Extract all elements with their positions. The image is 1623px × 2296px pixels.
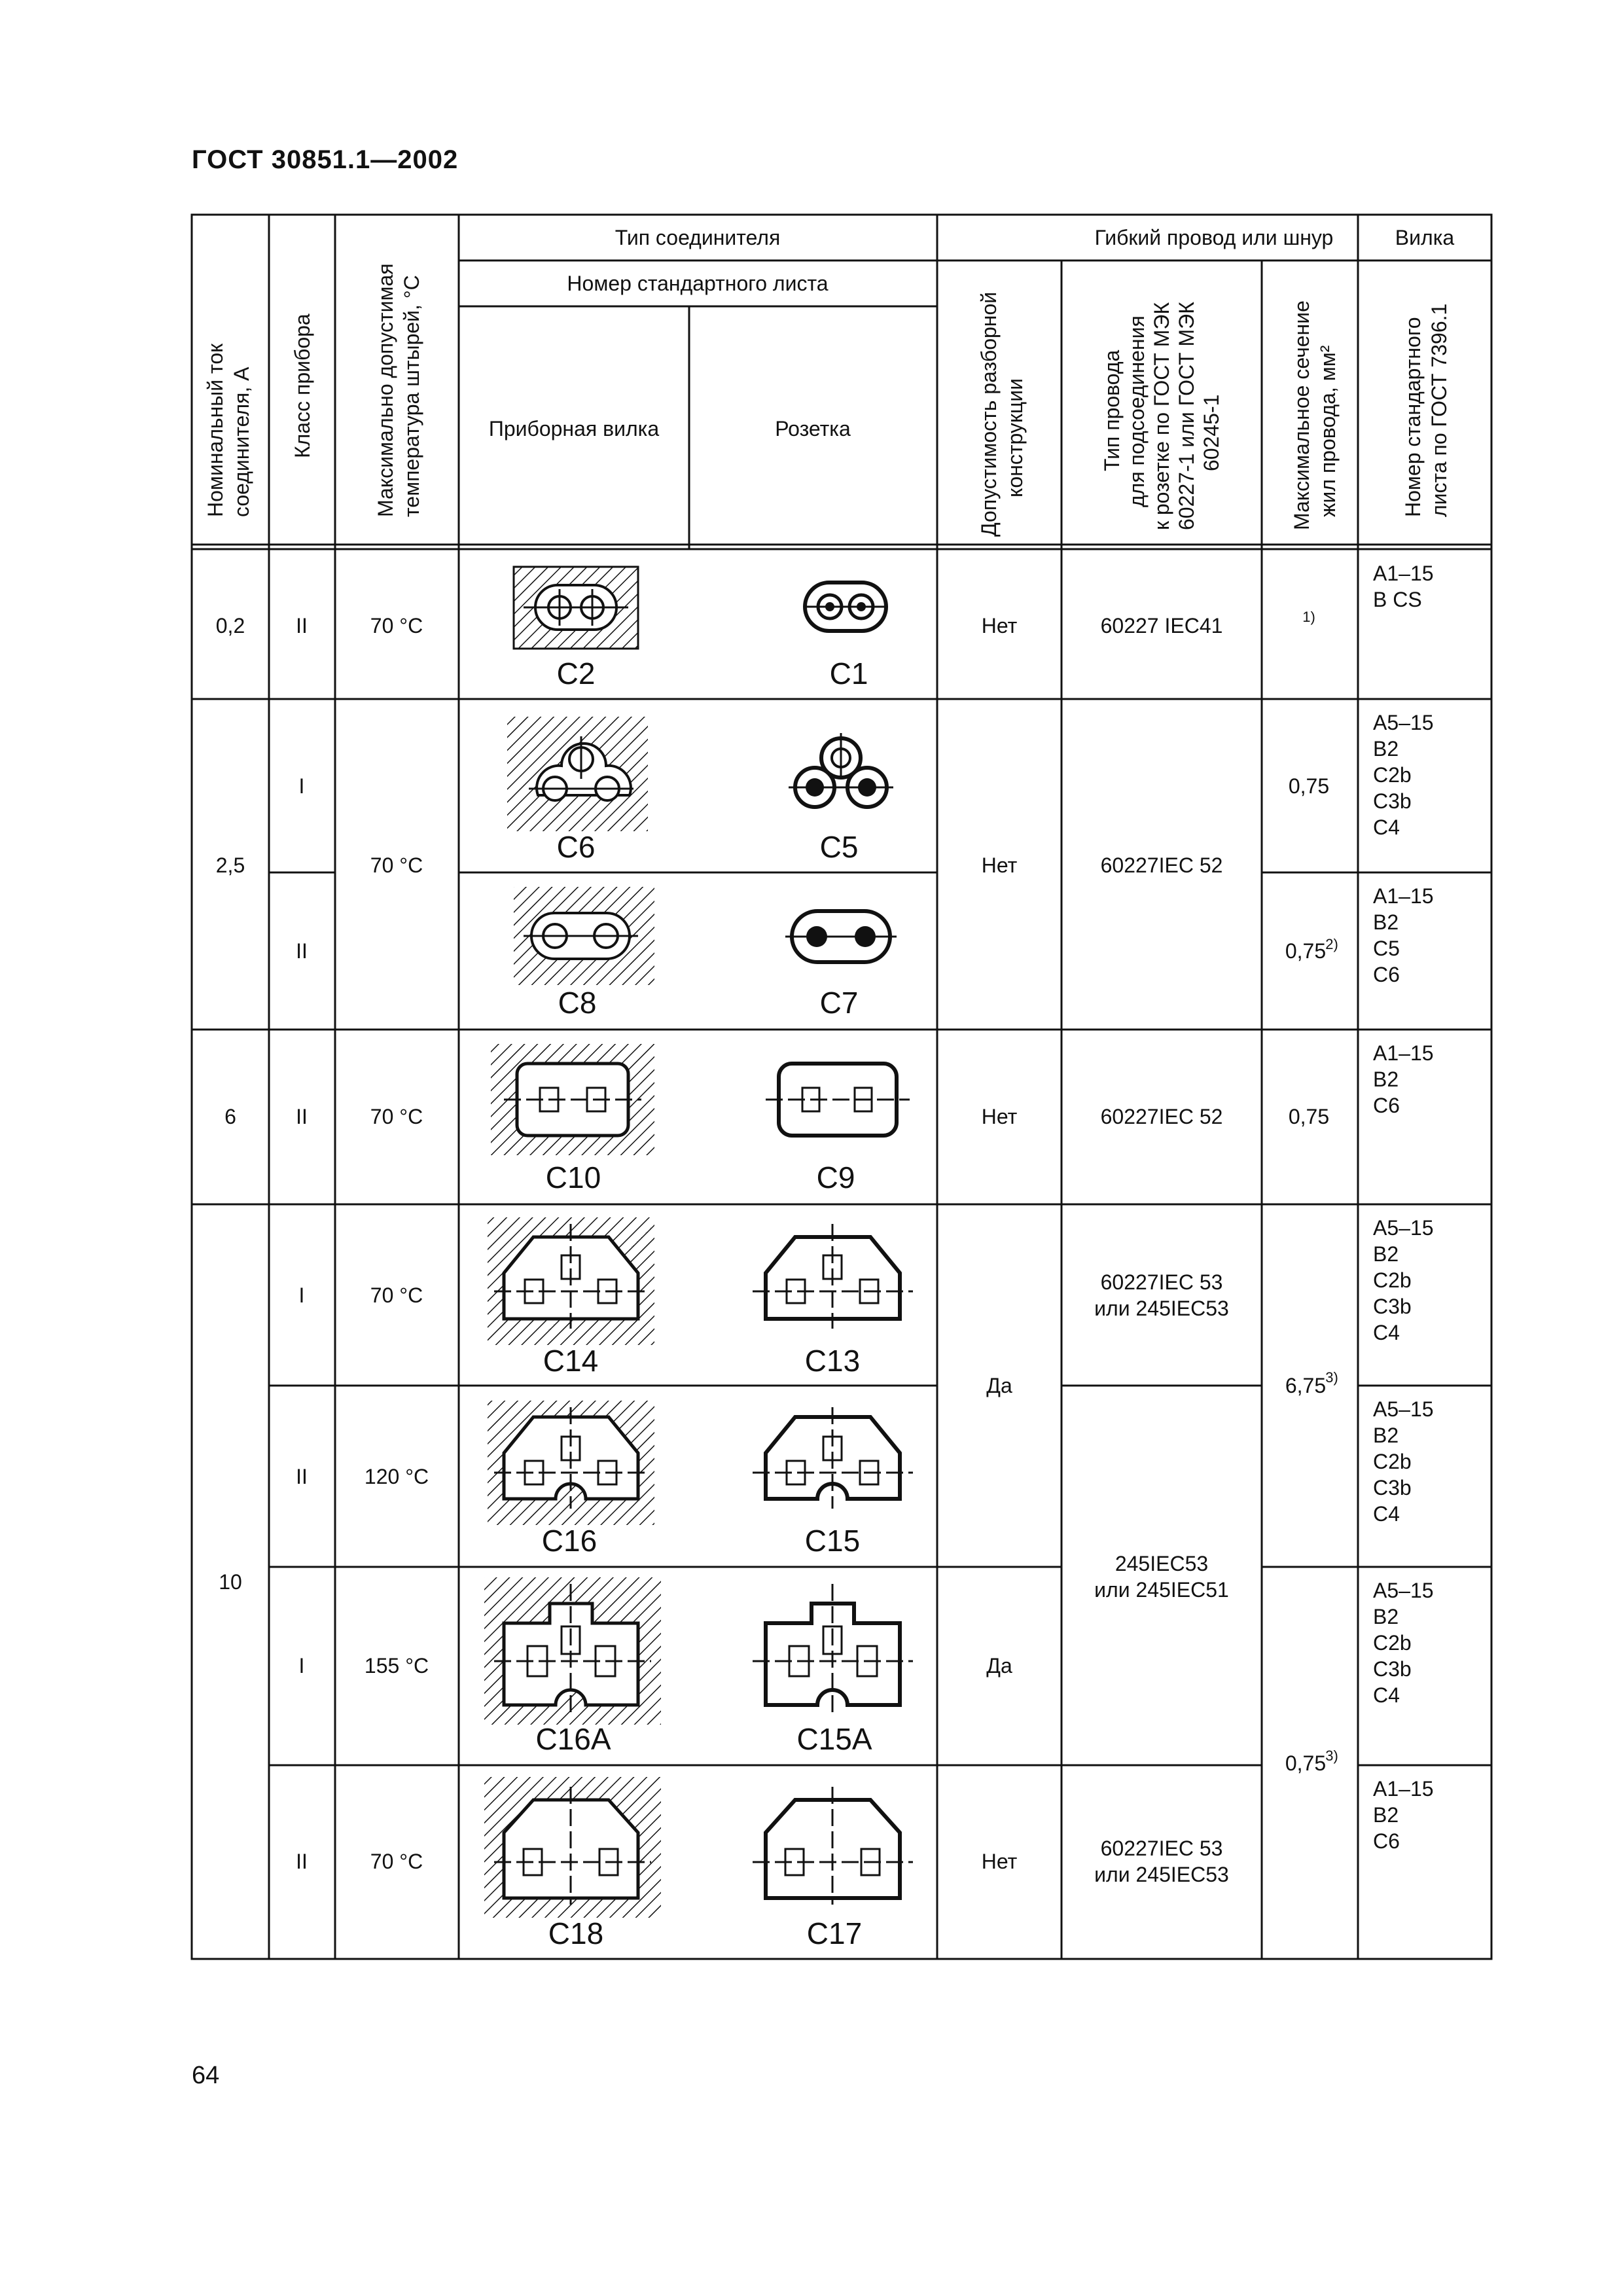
plug-cell [1373,884,1434,986]
temp-cell: 70 °С [370,853,423,877]
label-inlet: C16 [541,1524,597,1558]
label-socket: C17 [806,1916,863,1950]
svg-text:Максимальное сечение: Максимальное сечение [1290,300,1313,530]
current-cell: 2,5 [215,853,245,877]
class-cell: I [298,774,305,798]
plug-cell [1373,711,1434,839]
svg-text:60245-1: 60245-1 [1200,394,1223,471]
connector-c14-drawing [488,1217,654,1345]
document-header: ГОСТ 30851.1—2002 [192,145,459,174]
section-footnote: 2) [1325,936,1338,952]
svg-text:A5–15: A5–15 [1373,711,1434,734]
temp-cell: 155 °С [364,1654,429,1677]
class-cell: II [296,614,308,637]
section-cell: 0,75 [1285,1751,1327,1775]
connector-c6-drawing [507,717,648,831]
label-inlet: C6 [556,830,596,864]
svg-text:60227-1 или ГОСТ МЭК: 60227-1 или ГОСТ МЭК [1175,302,1198,530]
svg-text:Допустимость разборной: Допустимость разборной [977,291,1001,537]
svg-text:A5–15: A5–15 [1373,1397,1434,1421]
connector-c2-drawing [514,567,638,649]
svg-text:B2: B2 [1373,1242,1399,1266]
cord-cell: 60227IEC 53 [1100,1270,1223,1294]
rewire-cell: Нет [981,614,1018,637]
page-number: 64 [192,2062,220,2089]
svg-text:A1–15: A1–15 [1373,1041,1434,1065]
temp-cell: 70 °С [370,614,423,637]
plug-cell [1373,1216,1434,1344]
class-cell: II [296,1465,308,1488]
label-socket: C7 [819,986,859,1020]
class-cell: I [298,1654,305,1677]
section-cell: 0,75 [1285,939,1327,963]
svg-text:B2: B2 [1373,1067,1399,1091]
svg-text:C3b: C3b [1373,1295,1412,1318]
header-cord-type [1100,302,1223,530]
header-connector-type: Тип соединителя [615,226,781,249]
svg-text:A5–15: A5–15 [1373,1216,1434,1240]
svg-text:B2: B2 [1373,1803,1399,1827]
label-inlet: C10 [545,1160,601,1194]
label-socket: C13 [804,1344,861,1378]
cord-cell: 245IEC53 [1115,1552,1209,1575]
connector-c13-drawing [753,1224,913,1329]
svg-text:A1–15: A1–15 [1373,1777,1434,1801]
cord-cell: 60227IEC 52 [1100,853,1223,877]
svg-text:A5–15: A5–15 [1373,1579,1434,1602]
header-appliance-class [291,314,314,458]
svg-text:C2b: C2b [1373,763,1412,787]
rewire-cell: Да [986,1654,1012,1677]
header-plug-sheet [1401,304,1451,517]
temp-cell: 70 °С [370,1283,423,1307]
connector-c9-drawing [766,1064,910,1136]
section-cell: 6,75 [1285,1374,1327,1397]
rewire-cell: Нет [981,1105,1018,1128]
section-footnote: 3) [1325,1748,1338,1764]
svg-text:C3b: C3b [1373,1476,1412,1499]
svg-text:C5: C5 [1373,937,1400,960]
plug-cell [1373,1579,1434,1707]
svg-text:B CS: B CS [1373,588,1422,611]
connector-c16-drawing [488,1401,654,1525]
svg-text:C4: C4 [1373,1321,1400,1344]
temp-cell: 120 °С [364,1465,429,1488]
svg-text:C3b: C3b [1373,1657,1412,1681]
svg-text:B2: B2 [1373,910,1399,934]
plug-cell [1373,1777,1434,1853]
connector-c10-drawing [491,1044,654,1155]
connector-c17-drawing [753,1787,913,1905]
svg-text:B2: B2 [1373,1605,1399,1628]
class-cell: II [296,1105,308,1128]
rewire-cell: Нет [981,1850,1018,1873]
label-inlet: C14 [543,1344,599,1378]
svg-text:C2b: C2b [1373,1450,1412,1473]
connector-c15a-drawing [753,1584,913,1715]
label-inlet: C16A [535,1722,611,1756]
label-socket: C9 [816,1160,855,1194]
connector-c1-drawing [805,583,886,631]
svg-text:Класс прибора: Класс прибора [291,314,314,458]
rewire-cell: Нет [981,853,1018,877]
header-cross-section [1290,300,1340,530]
section-footnote: 1) [1302,609,1315,625]
label-socket: C1 [829,656,868,691]
svg-text:листа по ГОСТ 7396.1: листа по ГОСТ 7396.1 [1427,303,1451,517]
connector-c7-drawing [785,911,897,962]
label-socket: C15 [804,1524,861,1558]
svg-text:Номер стандартного: Номер стандартного [1401,317,1425,517]
cord-cell: или 245IEC53 [1094,1863,1229,1886]
label-inlet: C8 [558,986,597,1020]
svg-text:жил провода, мм²: жил провода, мм² [1316,345,1340,517]
temp-cell: 70 °С [370,1105,423,1128]
plug-cell [1373,1041,1434,1117]
plug-cell [1373,1397,1434,1526]
svg-text:к розетке по ГОСТ МЭК: к розетке по ГОСТ МЭК [1150,302,1173,530]
current-cell: 10 [219,1570,242,1594]
connector-c18-drawing [484,1777,661,1918]
svg-text:C6: C6 [1373,963,1400,986]
header-max-temp [374,263,423,517]
svg-text:Максимально допустимая: Максимально допустимая [374,263,397,517]
header-socket: Розетка [775,417,851,440]
class-cell: I [298,1283,305,1307]
connector-c16a-drawing [484,1577,661,1725]
header-flex-cord: Гибкий провод или шнур [1094,226,1334,249]
svg-text:C6: C6 [1373,1829,1400,1853]
svg-text:C2b: C2b [1373,1268,1412,1292]
header-plug: Вилка [1395,226,1455,249]
cord-cell: или 245IEC53 [1094,1297,1229,1320]
header-standard-sheet: Номер стандартного листа [567,272,829,295]
svg-text:A1–15: A1–15 [1373,562,1434,585]
label-inlet: C2 [556,656,596,691]
svg-text:B2: B2 [1373,737,1399,761]
label-socket: C5 [819,830,859,864]
svg-text:C4: C4 [1373,1683,1400,1707]
section-cell: 0,75 [1288,1105,1330,1128]
svg-text:температура штырей, °С: температура штырей, °С [400,275,423,517]
svg-text:Номинальный ток: Номинальный ток [204,343,227,517]
svg-text:конструкции: конструкции [1003,378,1027,497]
cord-cell: 60227IEC 52 [1100,1105,1223,1128]
svg-text:C3b: C3b [1373,789,1412,813]
rewire-cell: Да [986,1374,1012,1397]
section-footnote: 3) [1325,1369,1338,1386]
section-cell: 0,75 [1288,774,1330,798]
label-inlet: C18 [548,1916,604,1950]
svg-text:B2: B2 [1373,1424,1399,1447]
class-cell: II [296,1850,308,1873]
class-cell: II [296,939,308,963]
svg-text:C4: C4 [1373,816,1400,839]
svg-text:A1–15: A1–15 [1373,884,1434,908]
header-appliance-inlet: Приборная вилка [488,417,660,440]
header-rewireable [977,292,1027,537]
svg-text:C4: C4 [1373,1502,1400,1526]
svg-text:C6: C6 [1373,1094,1400,1117]
connector-c5-drawing [789,733,893,807]
svg-text:соединителя, А: соединителя, А [230,367,253,517]
svg-text:для подсоединения: для подсоединения [1125,315,1149,507]
cord-cell: или 245IEC51 [1094,1578,1229,1602]
header-rated-current [204,343,253,517]
cord-cell: 60227 IEC41 [1100,614,1223,637]
temp-cell: 70 °С [370,1850,423,1873]
current-cell: 6 [224,1105,236,1128]
svg-text:Тип провода: Тип провода [1100,350,1124,471]
current-cell: 0,2 [215,614,245,637]
svg-text:C2b: C2b [1373,1631,1412,1655]
label-socket: C15A [796,1722,872,1756]
cord-cell: 60227IEC 53 [1100,1837,1223,1860]
connector-c15-drawing [753,1407,913,1509]
plug-cell [1373,562,1434,611]
connector-c8-drawing [514,887,654,985]
